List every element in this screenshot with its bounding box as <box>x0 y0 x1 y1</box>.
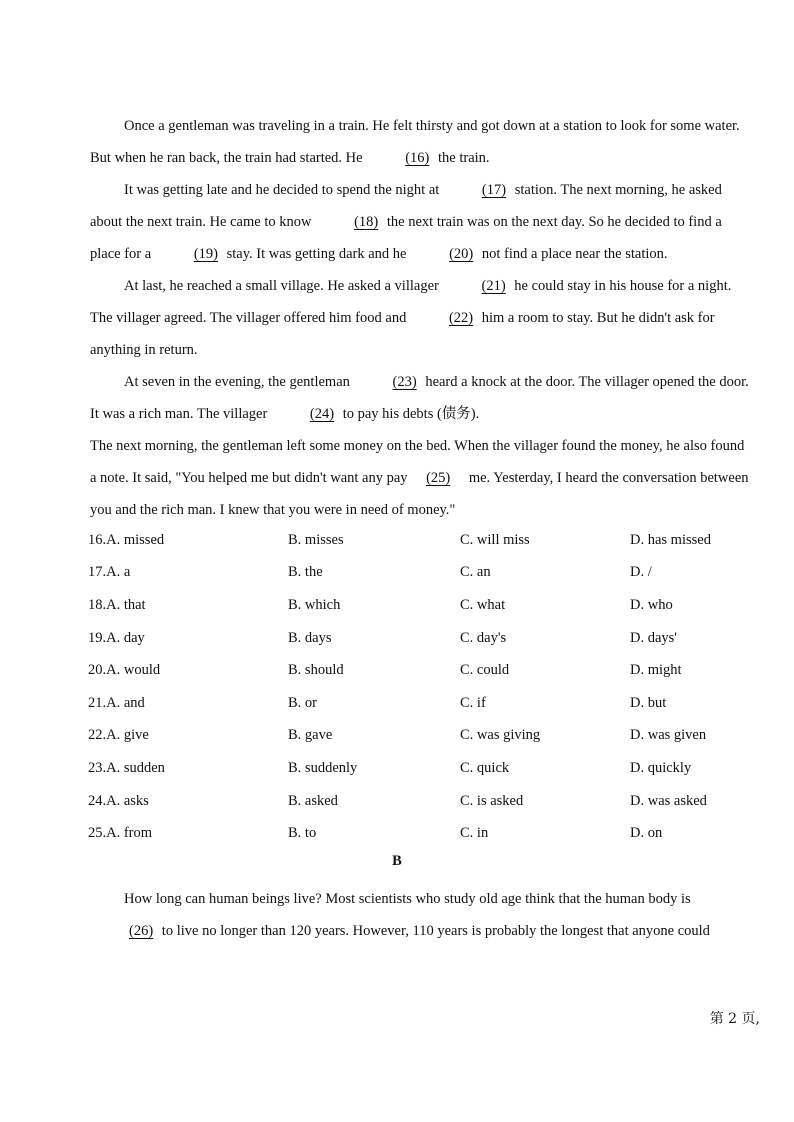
option-row <box>88 785 758 818</box>
blank-16: (16) <box>405 150 430 166</box>
option-row <box>88 654 758 687</box>
paragraph-text: the next train was on the next day. So he decided to find a place for a <box>90 214 722 262</box>
option-c: C. could <box>460 662 510 679</box>
blank-19: (19) <box>193 246 218 262</box>
blank-25: (25) <box>426 470 451 486</box>
option-b: B. or <box>288 694 317 711</box>
blank-20: (20) <box>449 246 474 262</box>
blank-24: (24) <box>309 406 335 422</box>
option-a: 18.A. that <box>88 596 146 613</box>
option-a: 24.A. asks <box>88 792 149 809</box>
option-d: D. quickly <box>630 759 692 776</box>
section-heading-b: B <box>392 853 402 869</box>
option-a: 25.A. from <box>88 825 153 842</box>
option-c: C. what <box>460 596 506 613</box>
paragraph-1 <box>90 110 754 174</box>
paragraph-text: stay. It was getting dark and he <box>226 246 407 262</box>
option-d: D. but <box>630 694 667 711</box>
option-c: C. if <box>460 694 486 711</box>
paragraph-text: him a room to stay. But he didn't ask for anything in return. <box>90 310 715 358</box>
blank-17: (17) <box>481 182 507 198</box>
option-b: B. gave <box>288 727 333 744</box>
paragraph-text: me. Yesterday, I heard the conversation between you and the rich man. I knew that you were in need of money." <box>90 470 749 518</box>
paragraph-text: It was getting late and he decided to spend the night at <box>124 182 440 198</box>
option-c: C. in <box>460 825 489 842</box>
paragraph-text: At seven in the evening, the gentleman <box>124 374 350 390</box>
option-row <box>88 817 758 850</box>
answer-options <box>88 524 758 850</box>
blank-21: (21) <box>481 278 506 294</box>
option-d: D. was asked <box>630 792 707 809</box>
paragraph-text: How long can human beings live? Most scientists who study old age think that the human body is <box>124 891 691 907</box>
option-c: C. an <box>460 564 491 581</box>
cloze-passage-b <box>90 883 754 947</box>
option-d: D. has missed <box>630 531 711 548</box>
paragraph-text: not find a place near the station. <box>481 246 668 262</box>
blank-26: (26) <box>129 923 154 939</box>
option-b: B. the <box>288 564 323 581</box>
paragraph-text: The next morning, the gentleman left some money on the bed. When the villager found the money, he also found a note. It said, "You helped me but didn't want any pay <box>90 438 745 486</box>
paragraph-text: the train. <box>438 150 490 166</box>
paragraph-text: heard a knock at the door. The villager opened the door. It was a rich man. The villager <box>90 374 749 422</box>
paragraph-4 <box>90 366 754 430</box>
blank-23: (23) <box>392 374 417 390</box>
option-row <box>88 687 758 720</box>
paragraph-2 <box>90 174 754 270</box>
option-d: D. / <box>630 564 652 581</box>
option-a: 23.A. sudden <box>88 759 165 776</box>
option-b: B. days <box>288 629 332 646</box>
option-d: D. who <box>630 596 673 613</box>
option-c: C. is asked <box>460 792 524 809</box>
option-b: B. should <box>288 662 344 679</box>
option-d: D. days' <box>630 629 677 646</box>
option-a: 22.A. give <box>88 727 149 744</box>
option-row <box>88 720 758 753</box>
option-a: 17.A. a <box>88 564 131 581</box>
option-row <box>88 557 758 590</box>
cloze-passage-a <box>90 110 754 526</box>
option-a: 21.A. and <box>88 694 145 711</box>
option-c: C. quick <box>460 759 510 776</box>
option-b: B. misses <box>288 531 344 548</box>
page-number: 第 2 页, <box>709 1011 760 1027</box>
paragraph-b1 <box>90 883 754 947</box>
option-c: C. day's <box>460 629 507 646</box>
option-a: 16.A. missed <box>88 531 165 548</box>
paragraph-text: station. The next morning, he asked about the next train. He came to know <box>90 182 722 230</box>
blank-18: (18) <box>354 214 379 230</box>
option-b: B. which <box>288 596 341 613</box>
blank-22: (22) <box>448 310 474 326</box>
paragraph-3 <box>90 270 754 366</box>
option-a: 20.A. would <box>88 662 161 679</box>
option-d: D. was given <box>630 727 707 744</box>
option-b: B. asked <box>288 792 338 809</box>
option-row <box>88 622 758 655</box>
paragraph-5 <box>90 430 754 526</box>
paragraph-text: Once a gentleman was traveling in a train. He felt thirsty and got down at a station to look for some water. But when he ran back, the train had started. He <box>90 118 740 166</box>
option-row <box>88 752 758 785</box>
option-d: D. might <box>630 662 682 679</box>
option-row <box>88 589 758 622</box>
option-row <box>88 524 758 557</box>
option-c: C. will miss <box>460 531 530 548</box>
option-d: D. on <box>630 825 663 842</box>
paragraph-text: At last, he reached a small village. He asked a villager <box>124 278 439 294</box>
option-b: B. to <box>288 825 317 842</box>
paragraph-text: he could stay in his house for a night. The villager agreed. The villager offered him food and <box>90 278 732 326</box>
paragraph-text: to live no longer than 120 years. However, 110 years is probably the longest that anyone could <box>161 923 710 939</box>
option-b: B. suddenly <box>288 759 358 776</box>
option-c: C. was giving <box>460 727 541 744</box>
option-a: 19.A. day <box>88 629 145 646</box>
paragraph-text: to pay his debts (债务). <box>342 406 480 422</box>
